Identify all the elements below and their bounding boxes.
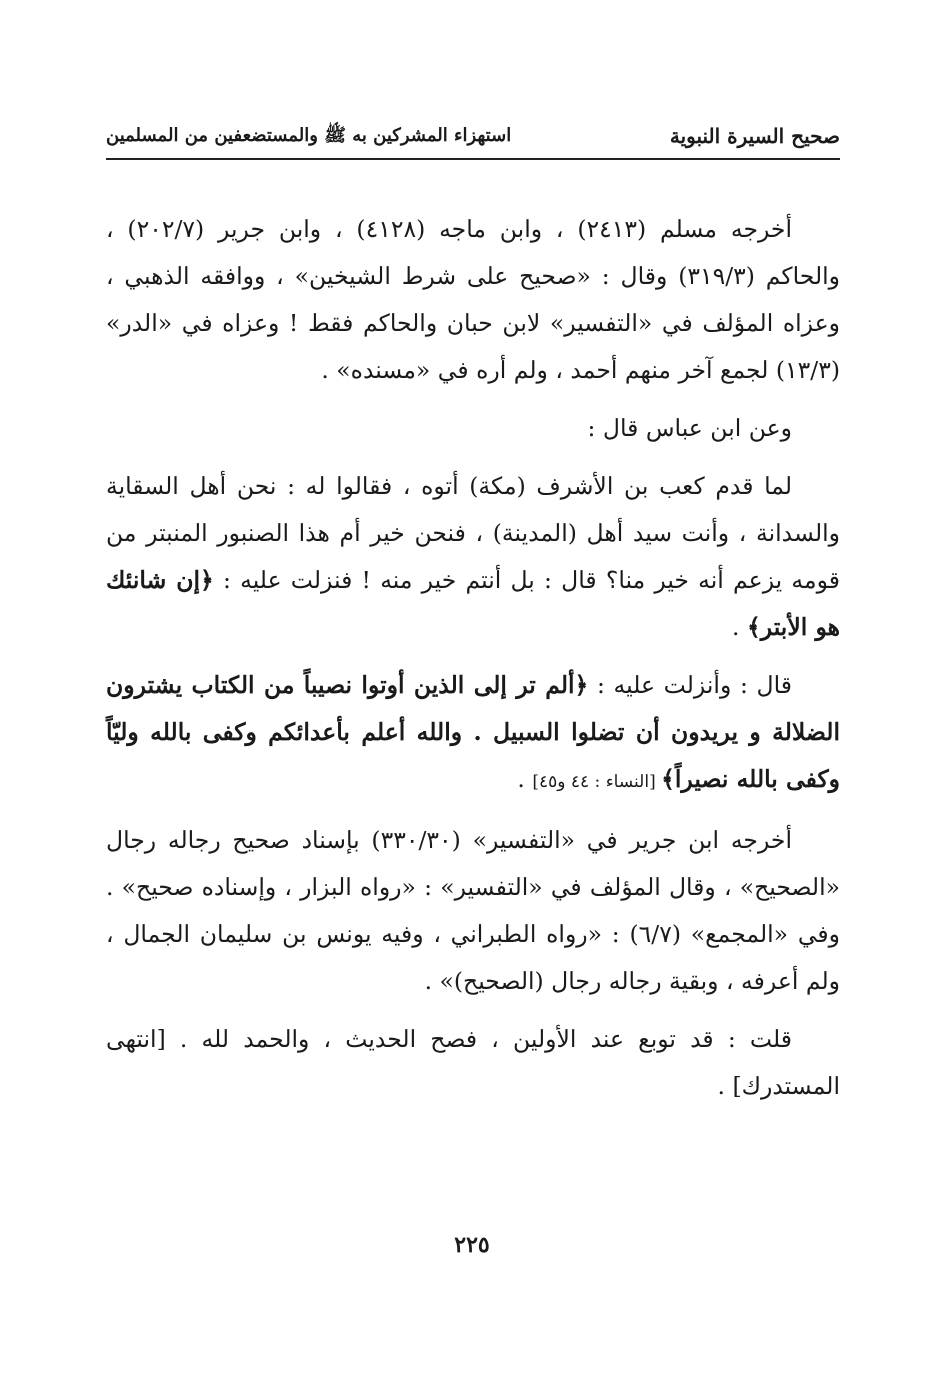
- header-rule: [106, 158, 840, 160]
- running-header: [106, 122, 840, 156]
- paragraph-citation-2: أخرجه ابن جرير في «التفسير» (٣٣٠/٣٠) بإسناد صحيح رجاله رجال «الصحيح» ، وقال المؤلف في «التفسير» : «رواه البزار ، وإسناده صحيح» . وفي «المجمع» (٦/٧) : «رواه الطبراني ، وفيه يونس بن سليمان الجمال ، ولم أعرفه ، وبقية رجاله رجال (الصحيح)» .: [106, 826, 840, 995]
- revelation-text: قال : وأنزلت عليه :: [588, 671, 793, 699]
- narration-text: لما قدم كعب بن الأشرف (مكة) أتوه ، فقالوا له : نحن أهل السقاية والسدانة ، وأنت سيد أهل (المدينة) ، فنحن خير أم هذا الصنبور المنبتر من قومه يزعم أنه خير منا؟ قال : بل أنتم خير منه ! فنزلت عليه :: [106, 472, 840, 594]
- narration-end: .: [732, 613, 747, 641]
- paragraph-narration: [106, 463, 840, 651]
- page-number: ٢٢٥: [454, 1232, 490, 1258]
- book-title: صحيح السيرة النبوية: [669, 124, 840, 148]
- quran-verse-nisa: ﴿ألم تر إلى الذين أوتوا نصيباً من الكتاب يشترون الضلالة و يريدون أن تضلوا السبيل . والله أعلم بأعدائكم وكفى بالله وليّاً وكفى بالله نصيراً﴾: [106, 671, 840, 793]
- paragraph-narration-intro: وعن ابن عباس قال :: [587, 414, 792, 442]
- chapter-title: استهزاء المشركين به ﷺ والمستضعفين من المسلمين: [106, 125, 512, 146]
- paragraph-citation-1: أخرجه مسلم (٢٤١٣) ، وابن ماجه (٤١٢٨) ، وابن جرير (٢٠٢/٧) ، والحاكم (٣١٩/٣) وقال : «صحيح على شرط الشيخين» ، ووافقه الذهبي ، وعزاه المؤلف في «التفسير» لابن حبان والحاكم فقط ! وعزاه في «الدر» (١٣/٣) لجمع آخر منهم أحمد ، ولم أره في «مسنده» .: [106, 215, 840, 384]
- paragraph-revelation: [106, 662, 840, 806]
- quran-verse-kawthar: ﴿إن شانئك هو الأبتر﴾: [106, 566, 840, 641]
- paragraph-conclusion: قلت : قد توبع عند الأولين ، فصح الحديث ، والحمد لله . [انتهى المستدرك] .: [106, 1025, 840, 1100]
- verse-reference: [النساء : ٤٤ و٤٥]: [532, 772, 662, 792]
- page-body: [106, 206, 840, 1121]
- revelation-end: .: [517, 765, 533, 793]
